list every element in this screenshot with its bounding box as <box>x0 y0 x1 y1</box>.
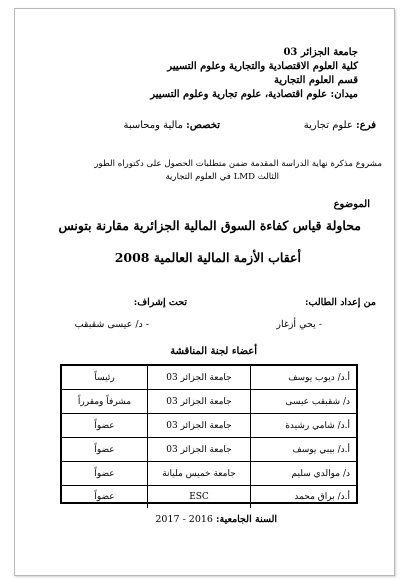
supervisor-name: - د/ عيسى شقبقب <box>74 319 149 330</box>
member-name: أ.د/ ديوب يوسف <box>250 366 356 389</box>
table-row <box>62 462 356 486</box>
prepared-by-label: من إعداد الطالب: <box>304 297 376 308</box>
member-institution: جامعة الجزائر 03 <box>147 414 250 437</box>
member-name: أ.د/ براق محمد <box>250 486 356 508</box>
table-row <box>62 486 356 508</box>
document-page <box>14 8 395 576</box>
department-name: قسم العلوم التجارية <box>274 75 358 86</box>
member-institution: جامعة الجزائر 03 <box>147 390 250 413</box>
member-role: عضواً <box>94 420 115 431</box>
faculty-name: كلية العلوم الاقتصادية والتجارية وعلوم التسيير <box>167 61 358 72</box>
specialty-value: مالية ومحاسبة <box>123 120 187 131</box>
topic-label: الموضوع <box>333 199 370 210</box>
university-name: جامعة الجزائر 03 <box>283 47 358 58</box>
member-name: أ.د/ شامي رشيدة <box>250 414 356 437</box>
branch-label: فرع: <box>356 120 376 131</box>
committee-title: أعضاء لجنة المناقشة <box>170 346 257 357</box>
specialty-line <box>124 120 221 131</box>
branch-line <box>304 120 376 131</box>
thesis-title-line-2: أعقاب الأزمة المالية العالمية 2008 <box>114 250 301 265</box>
academic-year-value: 2016 - 2017 <box>155 514 217 525</box>
academic-year-label: السنة الجامعية: <box>216 514 277 525</box>
member-institution: جامعة خميس مليانة <box>147 462 250 485</box>
member-institution: جامعة الجزائر 03 <box>147 366 250 389</box>
student-name: - يحي أزغار <box>276 319 322 330</box>
description-line-2: الثالث LMD في العلوم التجارية <box>165 172 279 182</box>
table-row <box>62 366 356 390</box>
academic-year <box>155 514 277 525</box>
member-name: د/ شقبقب عيسى <box>250 390 356 413</box>
field-line: ميدان: علوم اقتصادية، علوم تجارية وعلوم التسيير <box>150 89 358 100</box>
table-row <box>62 414 356 438</box>
member-institution: جامعة الجزائر 03 <box>147 438 250 461</box>
member-role: عضواً <box>94 444 115 455</box>
specialty-label: تخصص: <box>186 120 220 131</box>
table-row <box>62 438 356 462</box>
member-role: رئيساً <box>94 372 115 383</box>
member-role: عضواً <box>94 492 115 502</box>
member-name: أ.د/ بيبي يوسف <box>250 438 356 461</box>
description-line-1: مشروع مذكرة نهاية الدراسة المقدمة ضمن متطلبات الحصول على دكتوراه الطور <box>94 159 382 169</box>
table-row <box>62 390 356 414</box>
branch-value: علوم تجارية <box>303 120 357 131</box>
member-name: د/ موالدي سليم <box>250 462 356 485</box>
committee-table <box>60 364 358 504</box>
member-institution: ESC <box>147 486 250 508</box>
member-role: عضواً <box>94 468 115 479</box>
supervisor-label: تحت إشراف: <box>133 297 187 308</box>
member-role: مشرفاً ومقرراً <box>77 396 132 407</box>
thesis-title-line-1: محاولة قياس كفاءة السوق المالية الجزائرية مقارنة بتونس <box>58 218 361 233</box>
